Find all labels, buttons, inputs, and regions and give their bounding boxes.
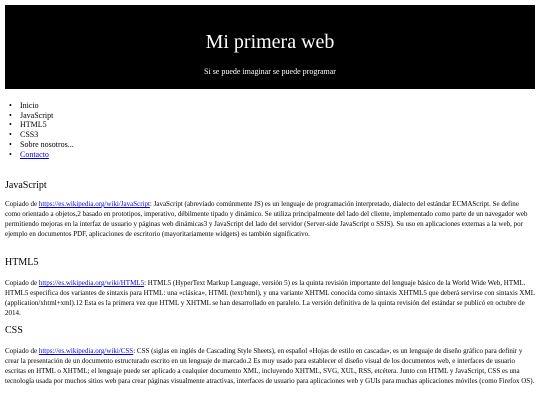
section-title-html5: HTML5 — [5, 257, 39, 268]
nav-item-label: HTML5 — [20, 120, 47, 130]
section-paragraph-javascript — [5, 199, 535, 239]
site-subtitle: Si se puede imaginar se puede programar — [204, 67, 336, 76]
nav-item-label: Sobre nosotros... — [20, 139, 74, 149]
nav-item-inicio[interactable] — [9, 101, 74, 111]
source-link-css[interactable]: https://es.wikipedia.org/wiki/CSS — [38, 347, 134, 355]
section-paragraph-html5 — [5, 278, 535, 318]
nav-item-label: Inicio — [20, 101, 39, 110]
section-text-html5: : HTML5 (HyperText Markup Language, versión 5) es la quinta revisión importante del lenguaje básico de la World Wide Web, HTML. HTML5 especifica dos variantes de sintaxis para HTML: una «clásica», HTML (text/html), y una variante XHTML conocida como sintaxis XHTML5 que deberá servirse con sintaxis XML (application/xhtml+xml).12 Esta es la primera vez que HTML y XHTML se han desarrollado en paralelo. La versión definitiva de la quinta revisión del estándar se publicó en octubre de 2014. — [5, 279, 535, 317]
source-link-html5[interactable]: https://es.wikipedia.org/wiki/HTML5 — [38, 279, 145, 287]
section-title-javascript: JavaScript — [5, 180, 47, 191]
section-text-javascript: : JavaScript (abreviado comúnmente JS) es un lenguaje de programación interpretado, dialecto del estándar ECMAScript. Se define como orientado a objetos,2 basado en prototipos, imperativo, débilmente tipado y dinámico. Se utiliza principalmente del lado del cliente, implementado como parte de un navegador web permitiendo mejoras en la interfaz de usuario y páginas web dinámicas3 y JavaScript del lado del servidor (Server-side JavaScript o SSJS). Su uso en aplicaciones externas a la web, por ejemplo en documentos PDF, aplicaciones de escritorio (mayoritariamente widgets) es también significativo. — [5, 200, 528, 238]
site-header — [5, 5, 535, 89]
copied-from-label: Copiado de — [5, 279, 39, 287]
section-paragraph-css — [5, 346, 535, 386]
nav-item-contacto[interactable] — [9, 150, 74, 160]
main-nav — [9, 101, 74, 159]
nav-item-label: JavaScript — [20, 110, 54, 120]
contacto-link[interactable]: Contacto — [20, 149, 49, 159]
nav-item-javascript[interactable] — [9, 111, 74, 121]
nav-item-label: CSS3 — [20, 130, 39, 140]
source-link-javascript[interactable]: https://es.wikipedia.org/wiki/JavaScript — [38, 200, 150, 208]
nav-item-html5[interactable] — [9, 120, 74, 130]
section-title-css: CSS — [5, 325, 23, 336]
copied-from-label: Copiado de — [5, 347, 39, 355]
site-title: Mi primera web — [205, 31, 335, 53]
nav-item-sobre-nosotros[interactable] — [9, 140, 74, 150]
copied-from-label: Copiado de — [5, 200, 39, 208]
nav-item-css3[interactable] — [9, 130, 74, 140]
section-text-css: : CSS (siglas en inglés de Cascading Style Sheets), en español «Hojas de estilo en cascada», es un lenguaje de diseño gráfico para definir y crear la presentación de un documento estructurado escrito en un lenguaje de marcado.2 Es muy usado para establecer el diseño visual de los documentos web, e interfaces de usuario escritas en HTML o XHTML; el lenguaje puede ser aplicado a cualquier documento XML, incluyendo XHTML, SVG, XUL, RSS, etcétera. Junto con HTML y JavaScript, CSS es una tecnología usada por muchos sitios web para crear páginas visualmente atractivas, interfaces de usuario para aplicaciones web y GUIs para muchas aplicaciones móviles (como Firefox OS). — [5, 347, 535, 385]
